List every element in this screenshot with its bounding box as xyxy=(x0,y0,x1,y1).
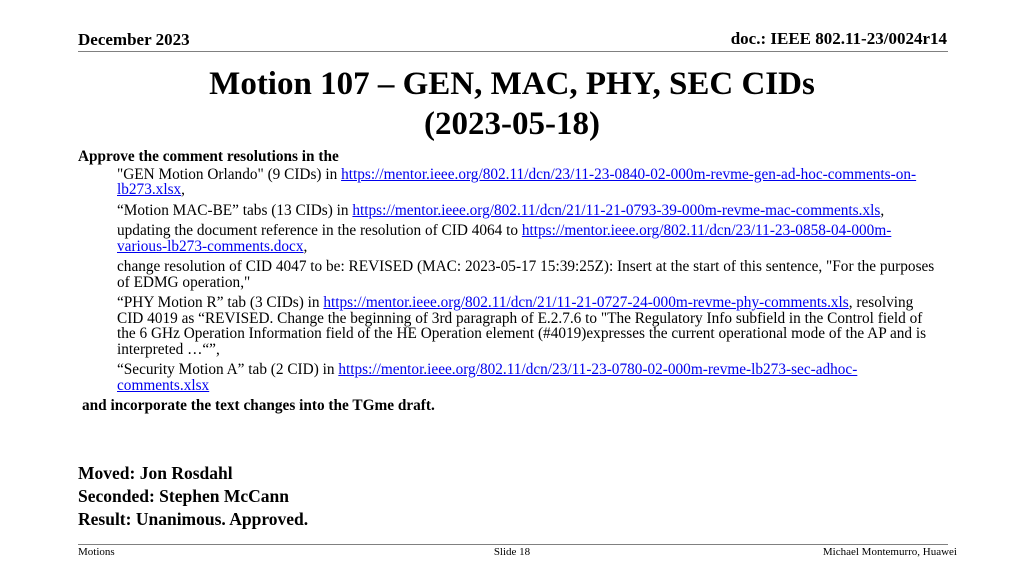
list-item xyxy=(117,223,938,254)
header-date: December 2023 xyxy=(78,30,190,49)
document-link[interactable]: https://mentor.ieee.org/802.11/dcn/23/11-23-0780-02-000m-revme-lb273-sec-adhoc-comments.xlsx xyxy=(117,361,858,394)
document-link[interactable]: https://mentor.ieee.org/802.11/dcn/23/11-23-0840-02-000m-revme-gen-ad-hoc-comments-on-lb273.xlsx xyxy=(117,165,917,198)
footer-rule xyxy=(78,544,948,545)
moved-by: Moved: Jon Rosdahl xyxy=(78,463,233,483)
list-item xyxy=(117,295,938,357)
list-item xyxy=(117,259,938,290)
document-link[interactable]: https://mentor.ieee.org/802.11/dcn/23/11-23-0858-04-000m-various-lb273-comments.docx xyxy=(117,222,892,255)
item-text: updating the document reference in the resolution of CID 4064 to xyxy=(117,222,522,239)
item-text: “Security Motion A” tab (2 CID) in xyxy=(117,361,339,378)
item-text: change resolution of CID 4047 to be: REVISED (MAC: 2023-05-17 15:39:25Z): Insert at the start of this sentence, "For the purposes of EDMG operation," xyxy=(117,258,935,291)
header-rule xyxy=(78,51,948,52)
item-text: “PHY Motion R” tab (3 CIDs) in xyxy=(117,294,324,311)
item-text-suffix: , xyxy=(303,237,308,255)
footer-slide-number: Slide 18 xyxy=(493,546,531,558)
resolution-list xyxy=(78,167,938,394)
list-item xyxy=(117,203,938,219)
motion-result xyxy=(78,462,308,531)
slide-title xyxy=(0,64,1024,144)
item-text: “Motion MAC-BE” tabs (13 CIDs) in xyxy=(117,201,353,219)
title-line-2: (2023-05-18) xyxy=(424,106,600,142)
item-text-suffix: , resolving CID 4019 as “REVISED. Change the beginning of 3rd paragraph of E.2.7.6 to "The Regulatory Info subfield in the Control field of the 6 GHz Operation Information field of the HE Operation element (#4019)expresses the current operational mode of the AP and is interpreted …“”, xyxy=(117,294,927,358)
footer-section: Motions xyxy=(78,546,115,558)
list-item xyxy=(117,362,938,393)
document-link[interactable]: https://mentor.ieee.org/802.11/dcn/21/11-21-0727-24-000m-revme-phy-comments.xls xyxy=(323,294,849,311)
seconded-by: Seconded: Stephen McCann xyxy=(78,486,289,506)
list-item xyxy=(117,167,938,198)
item-text: "GEN Motion Orlando" (9 CIDs) in xyxy=(117,165,342,183)
motion-outro: and incorporate the text changes into the TGme draft. xyxy=(82,397,435,414)
title-line-1: Motion 107 – GEN, MAC, PHY, SEC CIDs xyxy=(209,66,815,102)
motion-body xyxy=(78,149,938,414)
item-text-suffix: , xyxy=(181,181,185,198)
footer-author: Michael Montemurro, Huawei xyxy=(822,546,957,558)
document-link[interactable]: https://mentor.ieee.org/802.11/dcn/21/11-21-0793-39-000m-revme-mac-comments.xls xyxy=(352,201,881,219)
vote-result: Result: Unanimous. Approved. xyxy=(78,509,309,529)
item-text-suffix: , xyxy=(880,201,885,219)
header-doc-id: doc.: IEEE 802.11-23/0024r14 xyxy=(730,29,947,48)
motion-intro: Approve the comment resolutions in the xyxy=(78,148,339,165)
